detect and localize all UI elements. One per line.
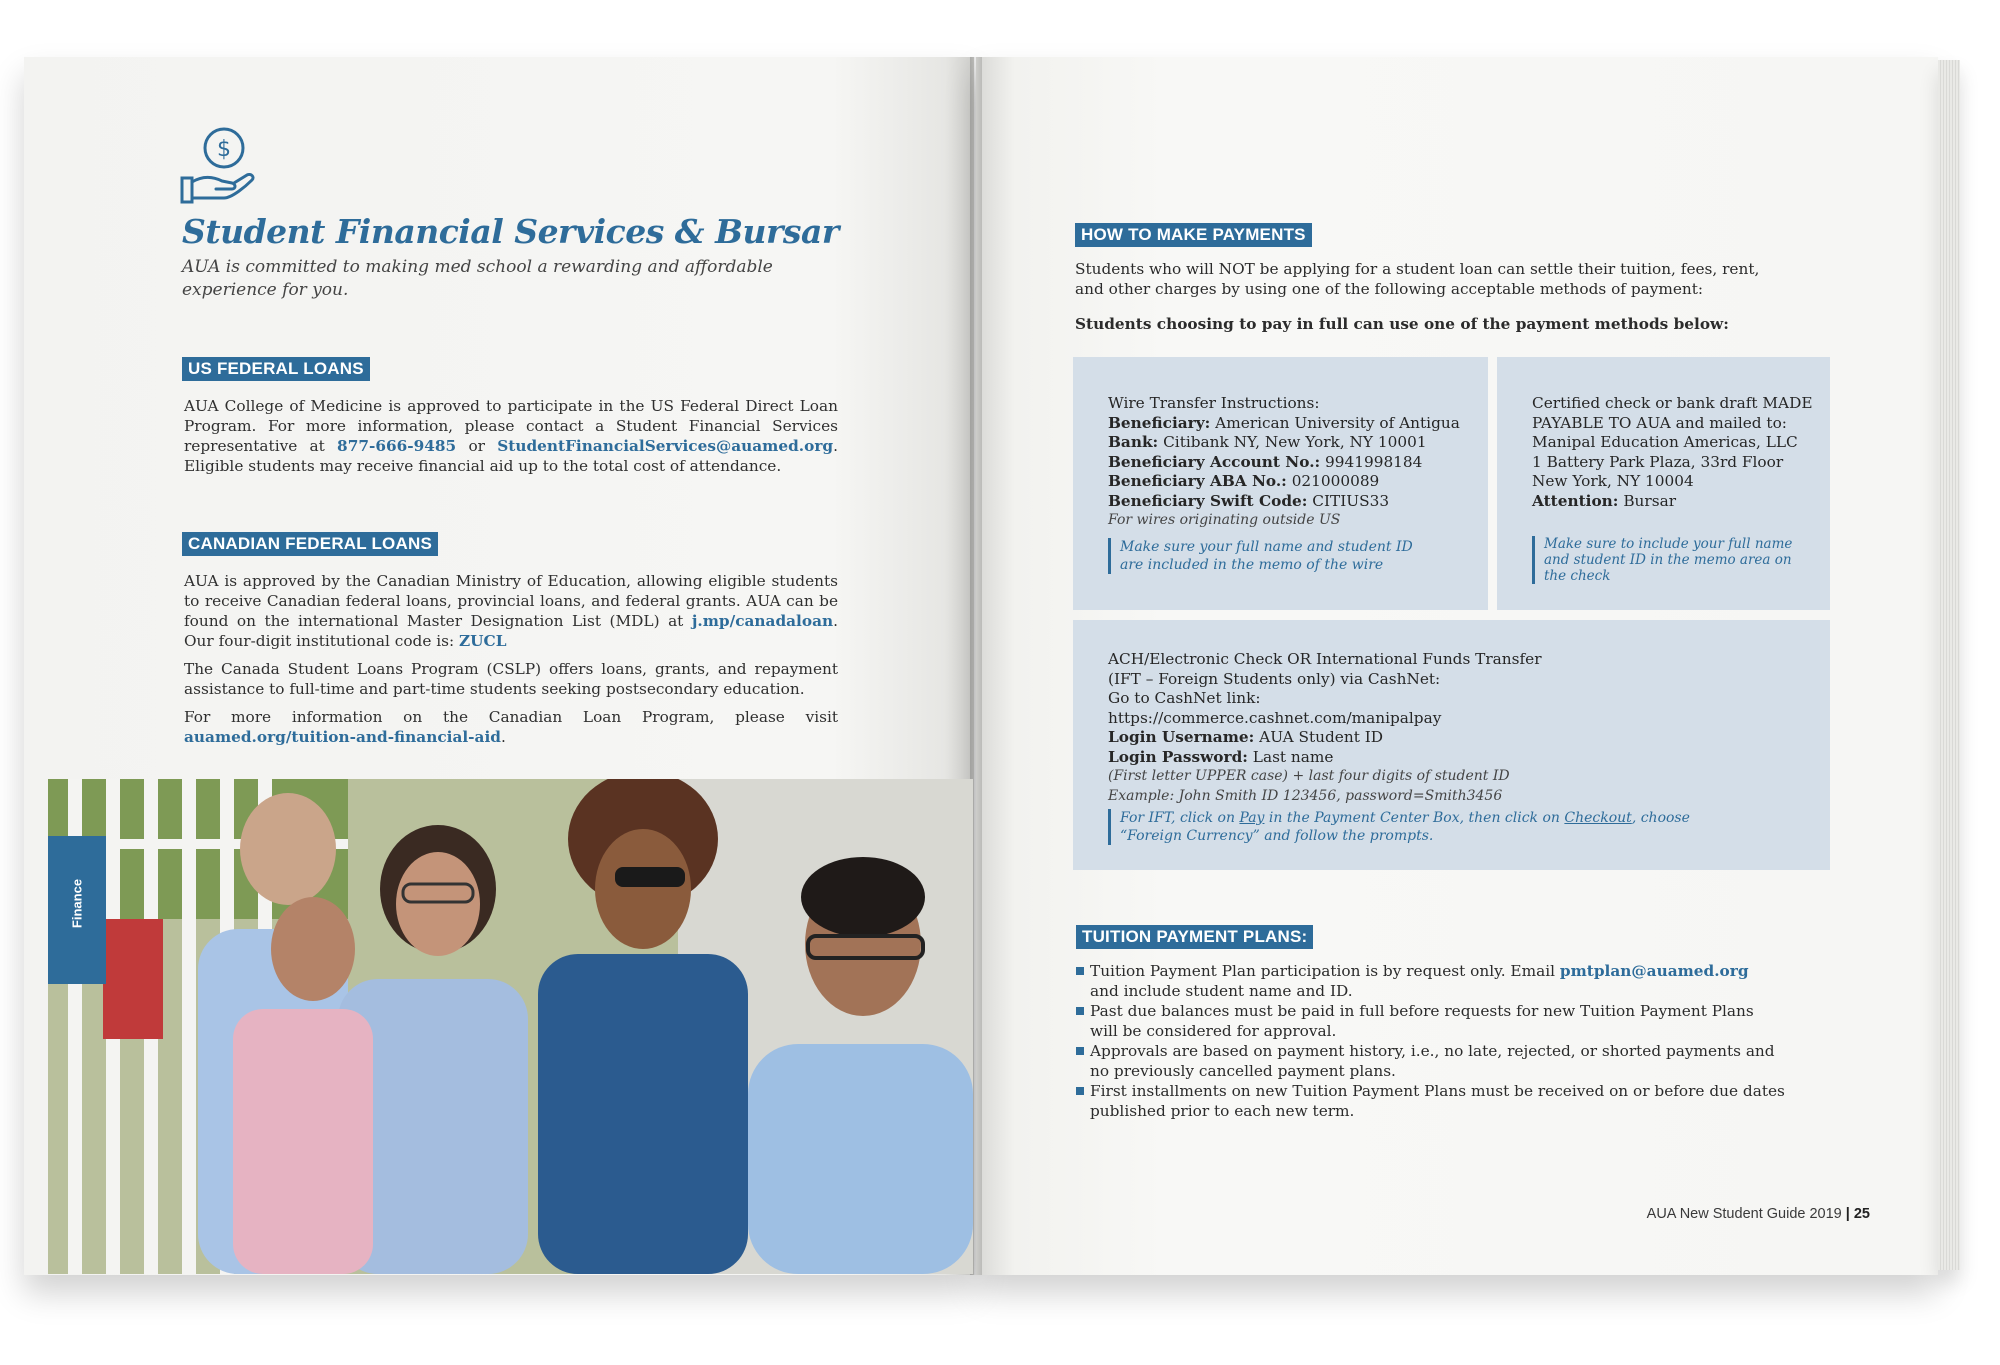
password-hint: (First letter UPPER case) + last four digits of student ID	[1108, 768, 1510, 784]
ach-details	[1108, 650, 1808, 806]
wire-row-value: CITIUS33	[1312, 491, 1390, 510]
check-address-line: 1 Battery Park Plaza, 33rd Floor	[1532, 452, 1784, 471]
finance-tab-label: Finance	[69, 878, 85, 929]
tuition-aid-link[interactable]: auamed.org/tuition-and-financial-aid	[184, 728, 501, 746]
pmtplan-email-link[interactable]: pmtplan@auamed.org	[1559, 962, 1749, 980]
plan-text: Tuition Payment Plan participation is by request only. Email	[1090, 962, 1556, 980]
pay-link[interactable]: Pay	[1239, 810, 1265, 826]
check-address-line: Manipal Education Americas, LLC	[1532, 433, 1798, 451]
list-item: First installments on new Tuition Payment Plans must be received on or before due dates published prior to each new term.	[1076, 1081, 1786, 1121]
wire-row	[1108, 453, 1478, 473]
wire-heading: Wire Transfer Instructions:	[1108, 394, 1320, 412]
institutional-code: ZUCL	[459, 632, 507, 650]
wire-row-label: Beneficiary Swift Code:	[1108, 491, 1308, 510]
ift-text-3: , choose	[1631, 810, 1690, 826]
password-value: Last name	[1252, 747, 1334, 766]
canadian-loans-paragraph-3	[184, 707, 838, 747]
svg-text:$: $	[217, 137, 231, 162]
wire-row-label: Beneficiary ABA No.:	[1108, 472, 1287, 490]
wire-row-label: Bank:	[1108, 433, 1159, 451]
wire-row-value: American University of Antigua	[1215, 413, 1460, 432]
canadian-loans-paragraph-1	[184, 571, 838, 651]
wire-row	[1108, 472, 1478, 492]
tuition-plans-heading: TUITION PAYMENT PLANS:	[1076, 925, 1313, 949]
canadian-loans-text: AUA is approved by the Canadian Ministry of Education, allowing eligible students to receive Canadian federal loans, provincial loans, and federal grants. AUA can be found on the international Master Designation List (MDL) at	[184, 572, 838, 630]
wire-row-label: Beneficiary:	[1108, 413, 1211, 432]
check-attention	[1532, 492, 1822, 512]
ift-text-2: in the Payment Center Box, then click on	[1268, 810, 1560, 826]
ift-note	[1108, 809, 1770, 845]
us-loans-heading: US FEDERAL LOANS	[182, 357, 370, 381]
us-loans-paragraph	[184, 396, 838, 476]
list-item: Approvals are based on payment history, i.e., no late, rejected, or shorted payments and no previously cancelled payment plans.	[1076, 1041, 1786, 1081]
us-loans-text: AUA College of Medicine is approved to participate in the US Federal Direct Loan Program. For more information, please contact a Student Financial Services representative at	[184, 397, 838, 455]
checkout-link[interactable]: Checkout	[1564, 810, 1632, 826]
or-text: or	[468, 437, 485, 455]
ift-text-4: “Foreign Currency” and follow the prompts.	[1120, 828, 1434, 844]
footer-separator: |	[1845, 1206, 1850, 1222]
canadian-loans-text-3: For more information on the Canadian Loan Program, please visit	[184, 708, 838, 726]
ach-goto: Go to CashNet link:	[1108, 689, 1261, 707]
wire-row	[1108, 414, 1478, 434]
period: .	[500, 728, 506, 746]
wire-row-value: 021000089	[1291, 472, 1380, 490]
page-title: Student Financial Services & Bursar	[182, 212, 839, 251]
wire-memo-note: Make sure your full name and student ID are included in the memo of the wire	[1108, 538, 1430, 574]
check-address-line: New York, NY 10004	[1532, 472, 1694, 490]
username-label: Login Username:	[1108, 728, 1255, 746]
canada-loan-link[interactable]: j.mp/canadaloan	[691, 612, 834, 630]
username-value: AUA Student ID	[1259, 728, 1384, 746]
canadian-loans-paragraph-2: The Canada Student Loans Program (CSLP) offers loans, grants, and repayment assistance to full-time and part-time students seeking postsecondary education.	[184, 660, 838, 698]
wire-row-label: Beneficiary Account No.:	[1108, 452, 1321, 471]
wire-row-value: Citibank NY, New York, NY 10001	[1163, 433, 1427, 451]
us-loans-text-end: . Eligible students may receive financial aid up to the total cost of attendance.	[184, 437, 838, 475]
check-heading: Certified check or bank draft MADE PAYABLE TO AUA and mailed to:	[1532, 394, 1813, 432]
cashnet-url-link[interactable]: https://commerce.cashnet.com/manipalpay	[1108, 708, 1442, 727]
page-stack-edge	[1938, 60, 1960, 1270]
wire-row	[1108, 492, 1478, 512]
check-details	[1532, 394, 1822, 511]
list-item	[1076, 961, 1786, 1001]
payment-intro: Students who will NOT be applying for a student loan can settle their tuition, fees, rent, and other charges by using one of the following acceptable methods of payment:	[1075, 260, 1760, 298]
ift-text: For IFT, click on	[1120, 810, 1235, 826]
canadian-loans-text-2: . Our four-digit institutional code is:	[184, 612, 838, 650]
list-item: Past due balances must be paid in full before requests for new Tuition Payment Plans will be considered for approval.	[1076, 1001, 1786, 1041]
email-link[interactable]: StudentFinancialServices@auamed.org	[497, 437, 834, 455]
canadian-loans-heading: CANADIAN FEDERAL LOANS	[182, 532, 438, 556]
dollar-hand-icon	[178, 126, 258, 204]
wire-outside-note: For wires originating outside US	[1108, 512, 1341, 528]
ach-heading: ACH/Electronic Check OR International Funds Transfer	[1108, 650, 1542, 668]
wire-row-value: 9941998184	[1325, 452, 1423, 471]
plan-text-end: and include student name and ID.	[1090, 982, 1353, 1000]
attention-value: Bursar	[1623, 491, 1677, 510]
students-photo	[48, 779, 973, 1274]
page-footer	[1530, 1206, 1870, 1222]
password-example: Example: John Smith ID 123456, password=Smith3456	[1108, 787, 1503, 804]
wire-row	[1108, 433, 1478, 453]
tuition-plans-list	[1076, 961, 1786, 1121]
footer-guide-title: AUA New Student Guide 2019	[1646, 1206, 1842, 1222]
check-memo-note: Make sure to include your full name and student ID in the memo area on the check	[1532, 536, 1816, 584]
wire-transfer-details	[1108, 394, 1478, 531]
ach-heading-2: (IFT – Foreign Students only) via CashNet:	[1108, 669, 1441, 688]
attention-label: Attention:	[1532, 491, 1619, 510]
login-password	[1108, 748, 1808, 768]
page-subtitle: AUA is committed to making med school a rewarding and affordable experience for you.	[182, 257, 773, 300]
page-number: 25	[1853, 1206, 1870, 1222]
pay-in-full-heading: Students choosing to pay in full can use one of the payment methods below:	[1075, 315, 1729, 333]
phone-link[interactable]: 877-666-9485	[337, 437, 457, 455]
login-username	[1108, 728, 1808, 748]
how-to-pay-heading: HOW TO MAKE PAYMENTS	[1075, 223, 1312, 247]
password-label: Login Password:	[1108, 747, 1248, 766]
